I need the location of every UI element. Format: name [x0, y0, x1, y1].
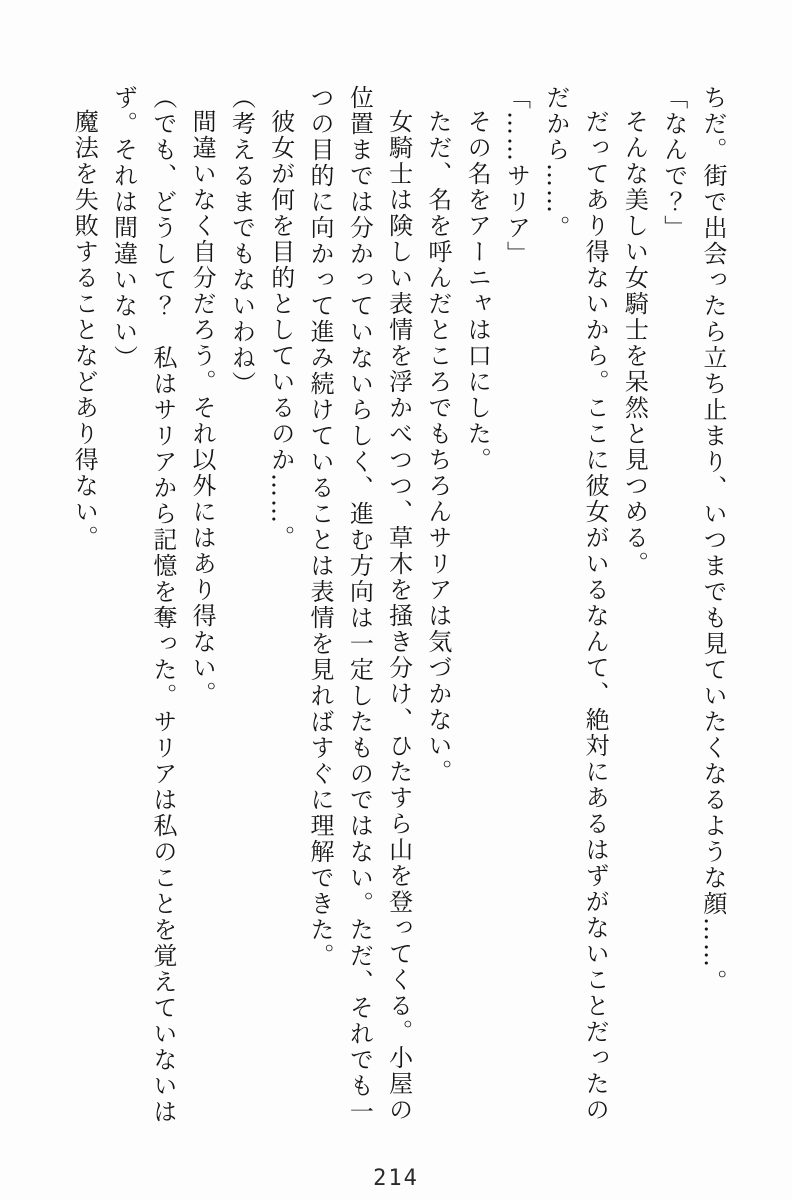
paragraph-6: ただ、名を呼んだところでもちろんサリアは気づかない。: [423, 109, 452, 785]
paragraph-thought-1: （考えるまでもないわね）: [227, 85, 256, 397]
paragraph-12: 魔法を失敗することなどあり得ない。: [70, 109, 99, 551]
page-number: 214: [373, 1166, 419, 1191]
paragraph-8: 彼女が何を目的としているのか……。: [266, 109, 295, 551]
paragraph-7: 女騎士は険しい表情を浮かべつつ、草木を掻き分け、ひたすら山を登ってくる。小屋の位置までは分かっていないらしく、進む方向は一定したものではない。ただ、それでも一つの目的に向かって進み続けていることは表情を見ればすぐに理解できた。: [306, 85, 413, 1125]
body-text: [64, 85, 732, 1135]
paragraph-dialogue-2: 「……サリア」: [502, 85, 531, 267]
paragraph-3: だってあり得ないから。ここに彼女がいるなんて、絶対にあるはずがないことだったのだから……。: [541, 85, 610, 1123]
paragraph-2: そんな美しい女騎士を呆然と見つめる。: [620, 109, 649, 577]
paragraph-5: その名をアーニャは口にした。: [463, 109, 492, 473]
paragraph-dialogue-1: 「なんで？」: [659, 85, 688, 241]
paragraph-thought-2: （でも、どうして？ 私はサリアから記憶を奪った。サリアは私のことを覚えていないはず。それは間違いない）: [109, 85, 177, 1125]
paragraph-10: 間違いなく自分だろう。それ以外にはあり得ない。: [188, 109, 217, 707]
paragraph-continuation: ちだ。街で出会ったら立ち止まり、いつまでも見ていたくなるような顔……。: [699, 85, 727, 995]
